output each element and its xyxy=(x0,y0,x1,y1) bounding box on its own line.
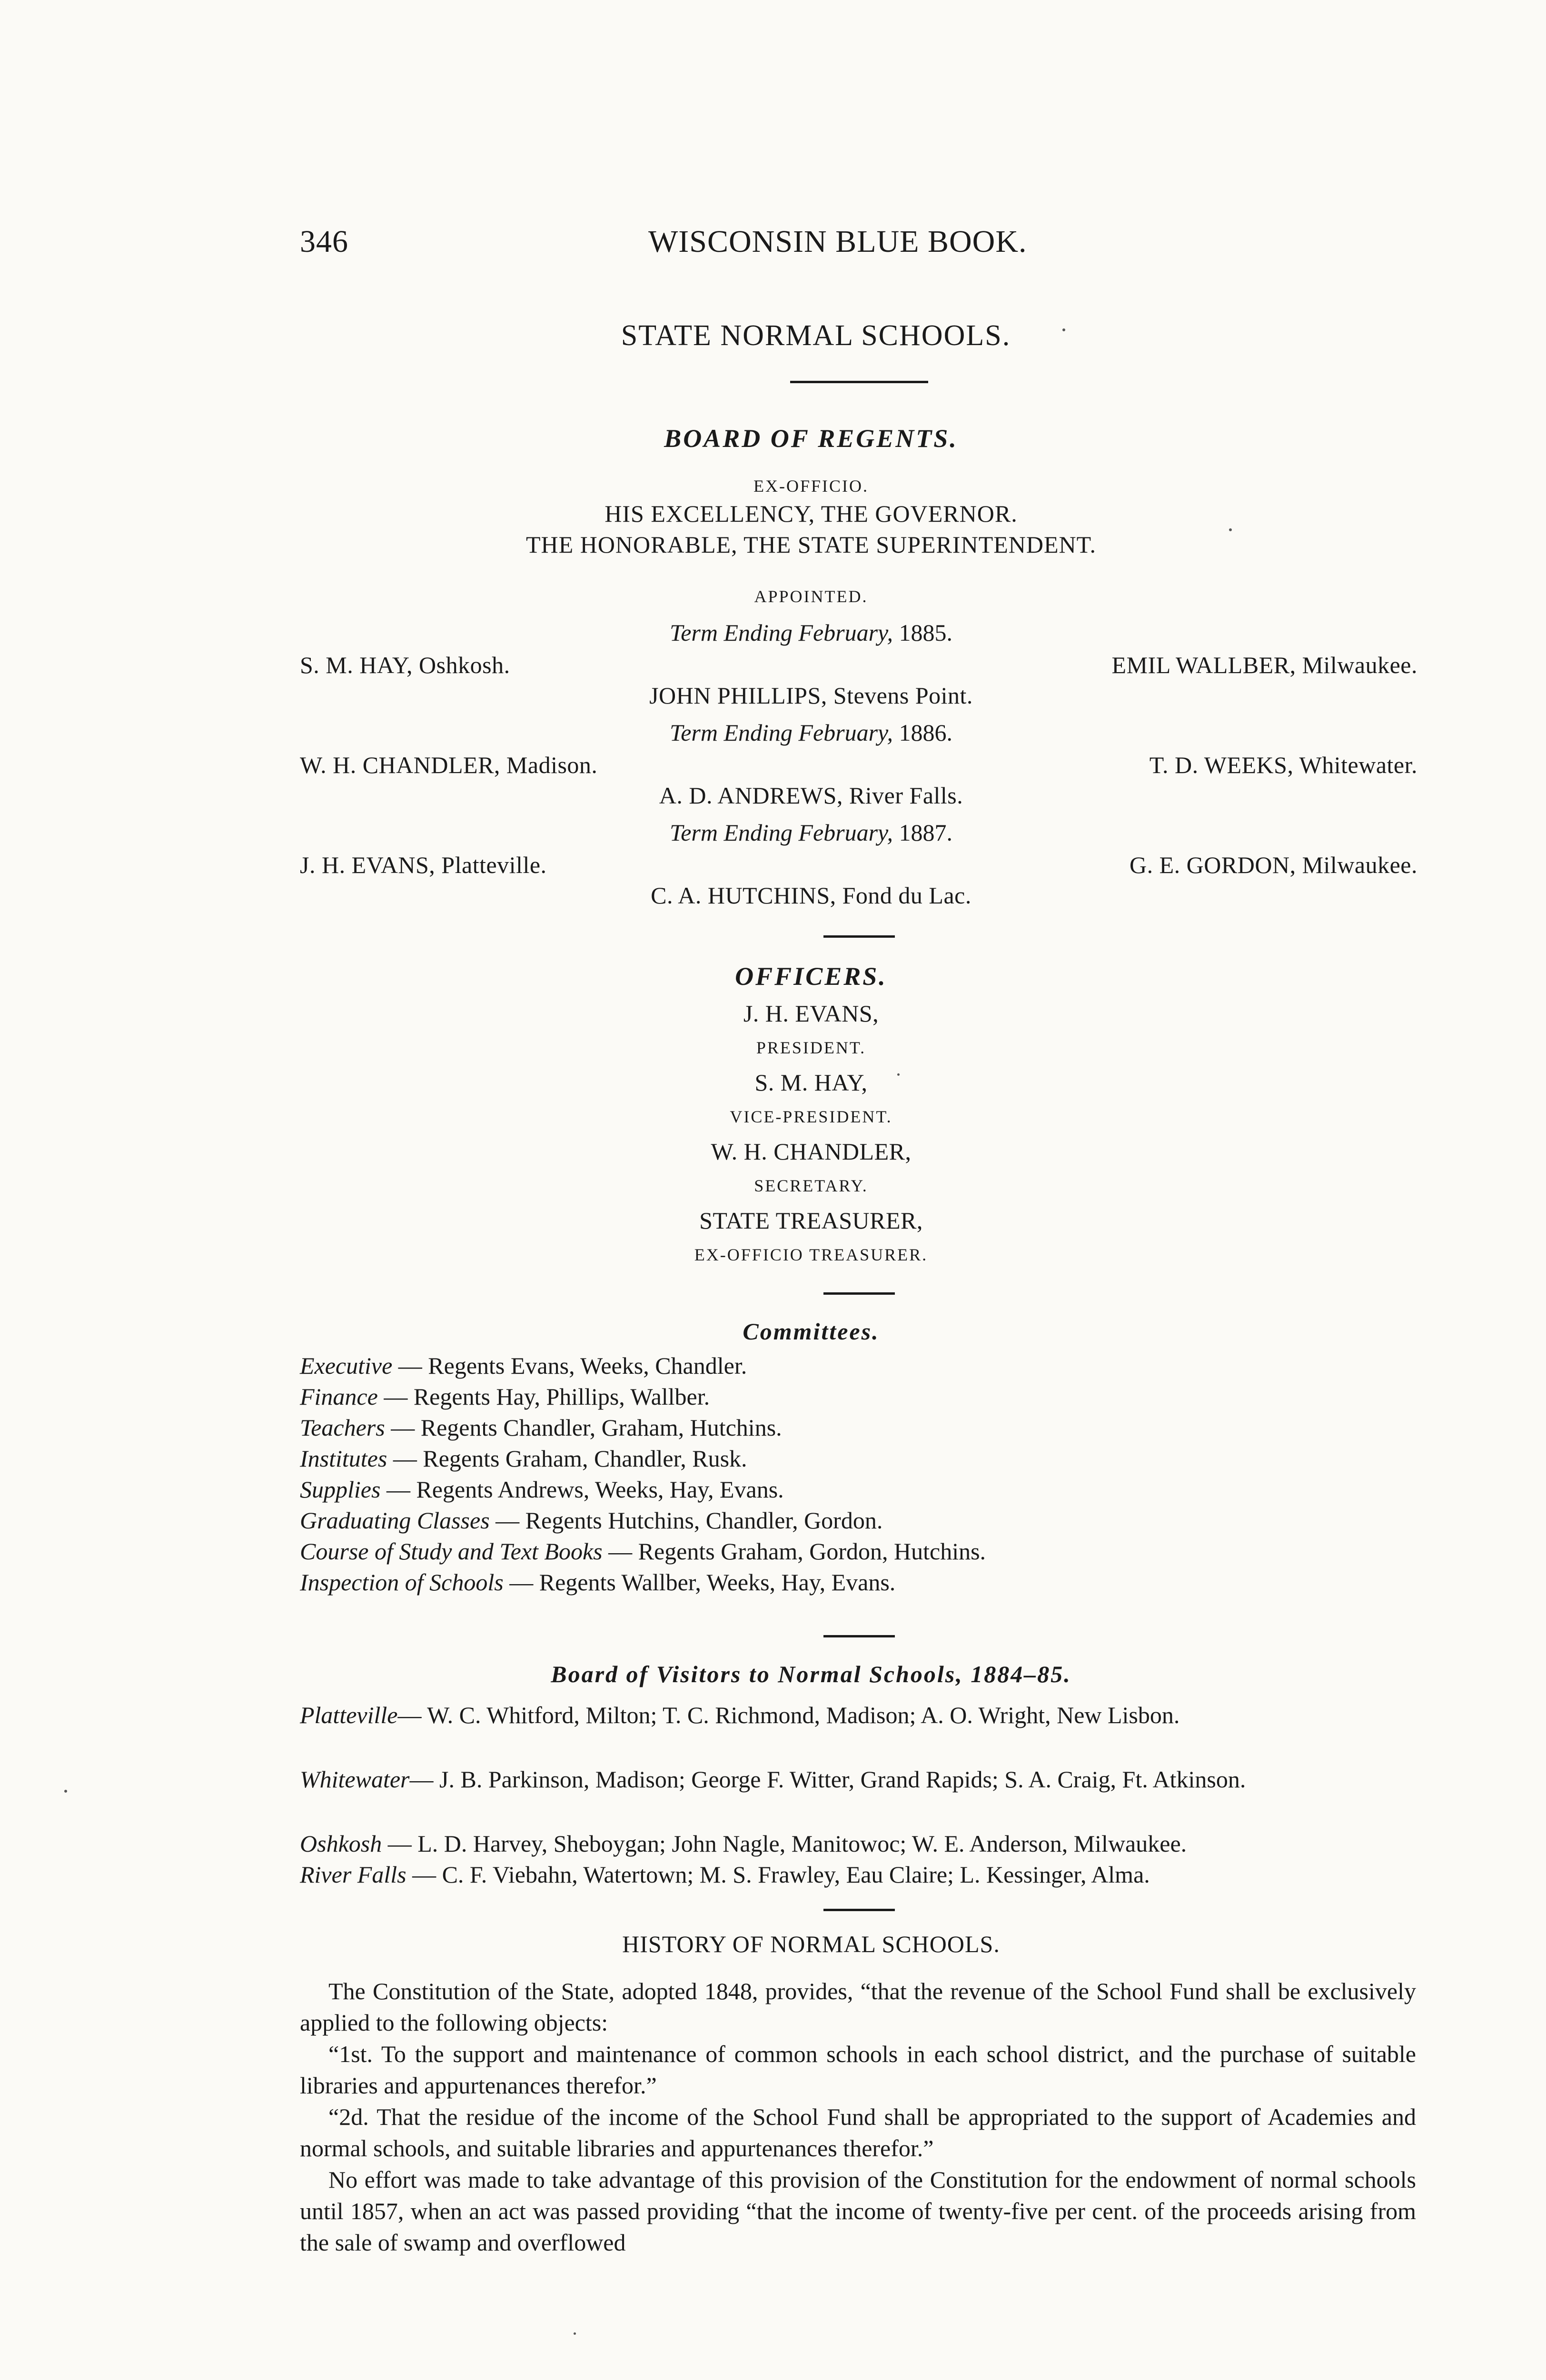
visitor-entry: Platteville— W. C. Whitford, Milton; T. C. Richmond, Madison; A. O. Wright, New Lisbon. xyxy=(300,1702,1180,1728)
divider xyxy=(790,381,928,383)
officer-name: W. H. CHANDLER, xyxy=(711,1138,912,1165)
officer-role: SECRETARY. xyxy=(754,1176,868,1195)
divider xyxy=(823,1909,895,1911)
term-heading: Term Ending February, 1887. xyxy=(670,819,952,846)
regent-name: J. H. EVANS, Platteville. xyxy=(300,852,547,878)
regent-name: T. D. WEEKS, Whitewater. xyxy=(1149,752,1417,778)
divider xyxy=(823,1635,895,1637)
history-paragraph: The Constitution of the State, adopted 1848, provides, “that the revenue of the School Fund shall be exclusively applied to the following objects: xyxy=(300,1978,1416,2036)
committee-row: Course of Study and Text Books — Regents Graham, Gordon, Hutchins. xyxy=(300,1538,986,1565)
ex-officio-label: EX-OFFICIO. xyxy=(753,476,869,496)
term-heading: Term Ending February, 1885. xyxy=(670,619,952,646)
visitor-entry: River Falls — C. F. Viebahn, Watertown; M. S. Frawley, Eau Claire; L. Kessinger, Alma. xyxy=(300,1861,1150,1888)
ex-officio-member: THE HONORABLE, THE STATE SUPERINTENDENT. xyxy=(526,531,1096,558)
regent-name: A. D. ANDREWS, River Falls. xyxy=(659,782,963,809)
term-heading: Term Ending February, 1886. xyxy=(670,719,952,746)
committee-row: Executive — Regents Evans, Weeks, Chandler. xyxy=(300,1352,747,1379)
board-of-regents-heading: BOARD OF REGENTS. xyxy=(664,424,958,453)
officer-role: PRESIDENT. xyxy=(756,1038,866,1057)
running-title: WISCONSIN BLUE BOOK. xyxy=(648,224,1027,259)
ex-officio-member: HIS EXCELLENCY, THE GOVERNOR. xyxy=(605,500,1018,527)
paper-speck xyxy=(64,1790,67,1793)
appointed-label: APPOINTED. xyxy=(754,587,868,606)
paper-speck xyxy=(574,2332,576,2335)
officer-role: VICE-PRESIDENT. xyxy=(730,1107,892,1126)
history-heading: HISTORY OF NORMAL SCHOOLS. xyxy=(622,1931,1000,1957)
page-number: 346 xyxy=(300,224,348,259)
committee-row: Institutes — Regents Graham, Chandler, Rusk. xyxy=(300,1445,747,1472)
officer-role: EX-OFFICIO TREASURER. xyxy=(694,1245,928,1264)
history-paragraph: No effort was made to take advantage of this provision of the Constitution for the endowment of normal schools until 1857, when an act was passed providing “that the income of twenty-five per cent. of the proceeds arising from the sale of swamp and overflowed xyxy=(300,2166,1416,2256)
regent-name: S. M. HAY, Oshkosh. xyxy=(300,652,510,678)
committee-row: Inspection of Schools — Regents Wallber, Weeks, Hay, Evans. xyxy=(300,1569,896,1596)
officers-heading: OFFICERS. xyxy=(735,962,887,991)
history-paragraph: “2d. That the residue of the income of the School Fund shall be appropriated to the support of Academies and normal schools, and suitable libraries and appurtenances therefor.” xyxy=(300,2103,1416,2162)
committee-row: Supplies — Regents Andrews, Weeks, Hay, Evans. xyxy=(300,1476,784,1503)
regent-name: C. A. HUTCHINS, Fond du Lac. xyxy=(651,882,971,909)
officer-name: S. M. HAY, xyxy=(754,1069,868,1096)
paper-speck xyxy=(1229,528,1232,531)
visitor-entry: Whitewater— J. B. Parkinson, Madison; George F. Witter, Grand Rapids; S. A. Craig, Ft. Atkinson. xyxy=(300,1766,1246,1793)
regent-name: W. H. CHANDLER, Madison. xyxy=(300,752,598,778)
divider xyxy=(823,1292,895,1295)
officer-name: J. H. EVANS, xyxy=(743,1000,879,1027)
paper-speck xyxy=(1062,328,1065,331)
regent-name: G. E. GORDON, Milwaukee. xyxy=(1130,852,1417,878)
page-title: STATE NORMAL SCHOOLS. xyxy=(621,319,1011,352)
visitor-entry: Oshkosh — L. D. Harvey, Sheboygan; John Nagle, Manitowoc; W. E. Anderson, Milwaukee. xyxy=(300,1830,1187,1857)
committee-row: Finance — Regents Hay, Phillips, Wallber. xyxy=(300,1383,710,1410)
history-paragraph: “1st. To the support and maintenance of common schools in each school district, and the purchase of suitable libraries and appurtenances therefor.” xyxy=(300,2041,1416,2099)
committee-row: Teachers — Regents Chandler, Graham, Hutchins. xyxy=(300,1414,782,1441)
visitors-heading: Board of Visitors to Normal Schools, 1884–85. xyxy=(551,1661,1071,1687)
regent-name: EMIL WALLBER, Milwaukee. xyxy=(1111,652,1417,678)
regent-name: JOHN PHILLIPS, Stevens Point. xyxy=(649,682,973,709)
committee-row: Graduating Classes — Regents Hutchins, Chandler, Gordon. xyxy=(300,1507,883,1534)
committees-heading: Committees. xyxy=(743,1318,880,1345)
paper-speck xyxy=(897,1073,900,1076)
officer-name: STATE TREASURER, xyxy=(699,1207,923,1234)
divider xyxy=(823,935,895,938)
